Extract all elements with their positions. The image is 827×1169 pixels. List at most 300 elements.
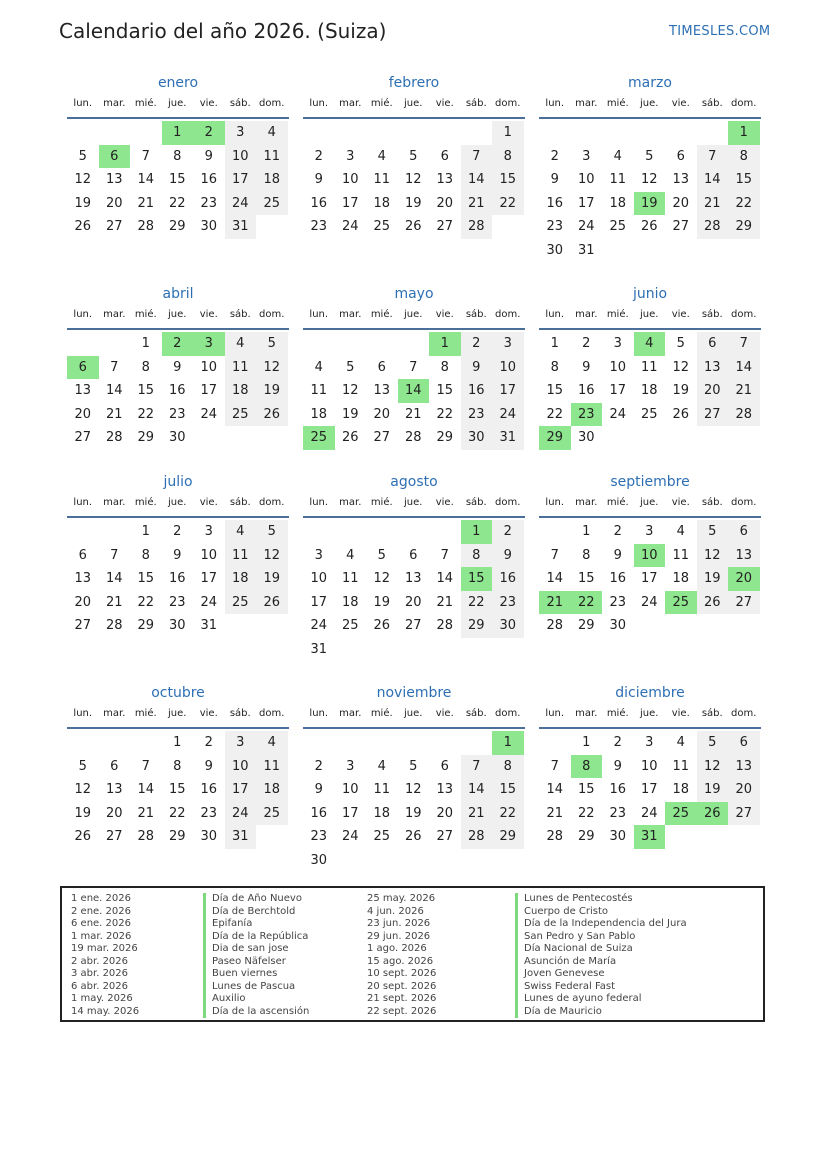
weekday-label: mar. [103, 497, 126, 508]
day-cell: 12 [404, 782, 422, 798]
day-cell: 4 [346, 547, 355, 563]
empty-cell [335, 520, 367, 544]
day-cell: 18 [672, 782, 690, 798]
day-cell: 14 [461, 778, 493, 802]
day-cell: 8 [173, 148, 182, 164]
day-cell: 18 [256, 778, 288, 802]
day-cell: 23 [461, 403, 493, 427]
legend-holiday-name: Paseo Näfelser [203, 956, 309, 969]
legend-holiday-name: Cuerpo de Cristo [515, 906, 687, 919]
day-cell: 24 [200, 594, 218, 610]
day-cell: 25 [256, 192, 288, 216]
weekday-label: dom. [731, 309, 757, 320]
day-cell: 3 [346, 148, 355, 164]
holiday-day-cell: 20 [728, 567, 760, 591]
day-cell: 3 [346, 758, 355, 774]
day-cell: 4 [377, 758, 386, 774]
weekday-label: dom. [731, 98, 757, 109]
day-cell: 13 [373, 383, 391, 399]
day-cell: 21 [436, 594, 454, 610]
legend-holiday-date: 15 ago. 2026 [367, 955, 434, 967]
day-cell: 9 [613, 758, 622, 774]
header-divider [303, 328, 525, 330]
weekday-label: vie. [671, 309, 690, 320]
empty-cell [697, 121, 729, 145]
weekday-label: jue. [640, 708, 659, 719]
day-cell: 28 [546, 829, 564, 845]
day-cell: 25 [640, 406, 658, 422]
day-cell: 15 [492, 168, 524, 192]
page-title: Calendario del año 2026. (Suiza) [59, 19, 387, 43]
weekday-label: mar. [339, 98, 362, 109]
day-cell: 5 [256, 520, 288, 544]
weekday-label: vie. [671, 497, 690, 508]
day-cell: 21 [105, 406, 123, 422]
day-cell: 18 [225, 567, 257, 591]
holiday-day-cell: 4 [634, 332, 666, 356]
day-cell: 22 [461, 591, 493, 615]
empty-cell [67, 731, 99, 755]
legend-holiday-name: Día de Mauricio [515, 1006, 687, 1019]
day-cell: 29 [577, 829, 595, 845]
header-divider [539, 516, 761, 518]
legend-holiday-date: 1 mar. 2026 [71, 930, 132, 942]
day-cell: 28 [404, 430, 422, 446]
empty-cell [539, 731, 571, 755]
weekday-label: dom. [731, 708, 757, 719]
day-cell: 27 [697, 403, 729, 427]
day-cell: 11 [310, 383, 328, 399]
empty-cell [665, 121, 697, 145]
day-cell: 22 [546, 406, 564, 422]
day-cell: 5 [645, 148, 654, 164]
empty-cell [634, 121, 666, 145]
legend-holiday-date: 10 sept. 2026 [367, 968, 437, 979]
brand-logo[interactable]: TIMESLES.COM [669, 24, 771, 39]
day-cell: 11 [225, 356, 257, 380]
day-cell: 9 [173, 547, 182, 563]
day-cell: 30 [168, 430, 186, 446]
weekday-label: sáb. [701, 98, 723, 109]
day-cell: 27 [728, 591, 760, 615]
weekday-label: vie. [671, 708, 690, 719]
weekday-label: mié. [606, 708, 629, 719]
weekday-label: lun. [309, 98, 329, 109]
weekday-label: lun. [309, 309, 329, 320]
weekday-header [303, 95, 525, 117]
day-cell: 20 [74, 594, 92, 610]
day-cell: 14 [546, 571, 564, 587]
day-cell: 14 [436, 571, 454, 587]
day-cell: 17 [341, 805, 359, 821]
day-cell: 21 [461, 802, 493, 826]
header-divider [67, 727, 289, 729]
day-cell: 19 [256, 567, 288, 591]
day-cell: 20 [697, 379, 729, 403]
day-cell: 12 [640, 172, 658, 188]
day-cell: 30 [609, 829, 627, 845]
day-cell: 24 [577, 219, 595, 235]
holiday-day-cell: 19 [634, 192, 666, 216]
legend-holiday-date: 20 sept. 2026 [367, 980, 437, 992]
day-cell: 28 [105, 618, 123, 634]
day-cell: 11 [256, 145, 288, 169]
empty-cell [335, 731, 367, 755]
header-divider [303, 117, 525, 119]
day-cell: 6 [676, 148, 685, 164]
weekday-label: lun. [545, 497, 565, 508]
day-cell: 17 [200, 571, 218, 587]
weekday-label: dom. [259, 708, 285, 719]
day-cell: 3 [492, 332, 524, 356]
day-cell: 22 [168, 805, 186, 821]
day-cell: 27 [74, 430, 92, 446]
day-cell: 20 [74, 406, 92, 422]
weekday-label: mié. [134, 309, 157, 320]
day-cell: 15 [436, 383, 454, 399]
day-cell: 17 [640, 571, 658, 587]
legend-holiday-date: 1 ene. 2026 [71, 893, 131, 904]
day-cell: 17 [492, 379, 524, 403]
weekday-label: lun. [309, 708, 329, 719]
weekday-label: sáb. [701, 497, 723, 508]
day-cell: 30 [310, 852, 328, 868]
holiday-legend [60, 886, 765, 1022]
day-grid [67, 520, 289, 638]
day-cell: 1 [141, 524, 150, 539]
weekday-label: mar. [339, 309, 362, 320]
day-cell: 29 [168, 829, 186, 845]
day-cell: 25 [609, 219, 627, 235]
day-cell: 31 [577, 242, 595, 258]
day-cell: 27 [373, 430, 391, 446]
weekday-header [67, 95, 289, 117]
day-cell: 20 [728, 778, 760, 802]
day-cell: 16 [609, 571, 627, 587]
day-cell: 7 [550, 758, 559, 774]
day-cell: 14 [137, 782, 155, 798]
day-grid [67, 121, 289, 239]
day-cell: 23 [609, 805, 627, 821]
day-cell: 5 [377, 547, 386, 563]
month-junio [539, 282, 761, 450]
weekday-label: mié. [370, 708, 393, 719]
day-cell: 10 [225, 145, 257, 169]
day-cell: 16 [461, 379, 493, 403]
legend-holiday-date: 14 may. 2026 [71, 1005, 140, 1017]
weekday-label: lun. [309, 497, 329, 508]
day-cell: 30 [492, 614, 524, 638]
day-cell: 6 [78, 547, 87, 563]
day-cell: 4 [256, 121, 288, 145]
weekday-label: mar. [339, 708, 362, 719]
day-cell: 3 [225, 121, 257, 145]
day-cell: 8 [492, 755, 524, 779]
weekday-label: mié. [606, 98, 629, 109]
day-cell: 15 [137, 571, 155, 587]
day-cell: 10 [640, 758, 658, 774]
day-cell: 24 [640, 594, 658, 610]
day-cell: 31 [310, 641, 328, 657]
day-cell: 5 [409, 758, 418, 774]
month-name: marzo [628, 75, 672, 91]
day-cell: 29 [436, 430, 454, 446]
day-cell: 29 [137, 618, 155, 634]
legend-holiday-name: Asunción de María [515, 956, 687, 969]
day-cell: 7 [728, 332, 760, 356]
day-cell: 14 [105, 383, 123, 399]
day-cell: 19 [256, 379, 288, 403]
legend-holiday-date: 21 sept. 2026 [367, 993, 437, 1004]
weekday-label: jue. [640, 309, 659, 320]
day-cell: 11 [225, 544, 257, 568]
day-grid [539, 121, 761, 263]
month-name: noviembre [376, 685, 452, 701]
day-cell: 20 [436, 805, 454, 821]
empty-cell [366, 332, 398, 356]
holiday-day-cell: 8 [571, 755, 603, 779]
weekday-label: sáb. [465, 98, 487, 109]
day-cell: 18 [225, 379, 257, 403]
day-cell: 11 [373, 172, 391, 188]
day-cell: 17 [609, 383, 627, 399]
weekday-label: dom. [495, 708, 521, 719]
day-cell: 20 [436, 195, 454, 211]
weekday-label: sáb. [229, 708, 251, 719]
day-cell: 30 [200, 829, 218, 845]
day-cell: 26 [256, 403, 288, 427]
day-cell: 4 [377, 148, 386, 164]
day-cell: 7 [409, 359, 418, 375]
weekday-label: dom. [259, 98, 285, 109]
day-cell: 20 [404, 594, 422, 610]
weekday-header [539, 705, 761, 727]
day-cell: 31 [225, 825, 257, 849]
legend-holiday-name: Lunes de ayuno federal [515, 993, 687, 1006]
weekday-label: sáb. [701, 708, 723, 719]
empty-cell [398, 332, 430, 356]
holiday-day-cell: 1 [728, 121, 760, 145]
holiday-day-cell: 1 [162, 121, 194, 145]
legend-holiday-name: Swiss Federal Fast [515, 981, 687, 994]
empty-cell [429, 731, 461, 755]
day-cell: 17 [341, 195, 359, 211]
day-grid [539, 332, 761, 450]
weekday-label: lun. [545, 708, 565, 719]
day-cell: 1 [173, 735, 182, 750]
weekday-label: jue. [404, 497, 423, 508]
day-cell: 29 [728, 215, 760, 239]
day-cell: 12 [697, 755, 729, 779]
day-cell: 21 [697, 192, 729, 216]
day-cell: 21 [461, 192, 493, 216]
day-cell: 9 [461, 356, 493, 380]
day-cell: 4 [314, 359, 323, 375]
empty-cell [539, 520, 571, 544]
day-cell: 25 [373, 219, 391, 235]
empty-cell [67, 121, 99, 145]
weekday-header [539, 494, 761, 516]
day-cell: 8 [141, 359, 150, 375]
day-cell: 26 [640, 219, 658, 235]
weekday-label: mar. [575, 708, 598, 719]
day-cell: 8 [492, 145, 524, 169]
day-cell: 21 [137, 805, 155, 821]
header-divider [67, 328, 289, 330]
weekday-label: sáb. [465, 309, 487, 320]
weekday-label: sáb. [229, 98, 251, 109]
weekday-label: lun. [73, 708, 93, 719]
empty-cell [67, 520, 99, 544]
legend-holiday-name: Lunes de Pentecostés [515, 893, 687, 906]
day-cell: 12 [256, 356, 288, 380]
day-cell: 5 [256, 332, 288, 356]
day-cell: 15 [168, 782, 186, 798]
day-cell: 26 [74, 829, 92, 845]
day-cell: 16 [310, 805, 328, 821]
day-cell: 10 [609, 359, 627, 375]
day-cell: 24 [341, 219, 359, 235]
holiday-day-cell: 29 [539, 426, 571, 450]
day-cell: 28 [461, 825, 493, 849]
day-cell: 19 [74, 195, 92, 211]
day-cell: 8 [173, 758, 182, 774]
day-cell: 26 [697, 591, 729, 615]
day-cell: 8 [582, 547, 591, 563]
legend-holiday-name: Día de la República [203, 931, 309, 944]
day-cell: 9 [314, 782, 323, 798]
day-cell: 27 [728, 802, 760, 826]
empty-cell [303, 731, 335, 755]
day-cell: 13 [404, 571, 422, 587]
weekday-label: mié. [134, 708, 157, 719]
day-grid [303, 332, 525, 450]
day-cell: 25 [225, 591, 257, 615]
weekday-label: mar. [339, 497, 362, 508]
day-cell: 19 [404, 805, 422, 821]
day-cell: 7 [461, 145, 493, 169]
day-cell: 2 [613, 524, 622, 539]
day-cell: 4 [256, 731, 288, 755]
day-cell: 19 [341, 406, 359, 422]
weekday-label: vie. [435, 309, 454, 320]
weekday-label: sáb. [465, 497, 487, 508]
day-cell: 19 [697, 567, 729, 591]
day-cell: 23 [168, 406, 186, 422]
legend-holiday-date: 22 sept. 2026 [367, 1005, 437, 1017]
day-cell: 10 [492, 356, 524, 380]
empty-cell [130, 121, 162, 145]
day-cell: 2 [204, 735, 213, 750]
weekday-label: mar. [575, 497, 598, 508]
day-cell: 6 [377, 359, 386, 375]
legend-holiday-name: Joven Genevese [515, 968, 687, 981]
legend-holiday-date: 1 ago. 2026 [367, 943, 427, 954]
day-cell: 24 [640, 805, 658, 821]
day-cell: 25 [256, 802, 288, 826]
day-cell: 27 [105, 829, 123, 845]
day-cell: 15 [728, 168, 760, 192]
day-cell: 6 [728, 520, 760, 544]
day-cell: 11 [341, 571, 359, 587]
day-cell: 16 [168, 383, 186, 399]
day-cell: 8 [550, 359, 559, 375]
day-cell: 16 [609, 782, 627, 798]
day-cell: 13 [74, 383, 92, 399]
day-cell: 16 [310, 195, 328, 211]
day-cell: 19 [404, 195, 422, 211]
day-cell: 20 [373, 406, 391, 422]
weekday-label: vie. [435, 98, 454, 109]
day-cell: 21 [404, 406, 422, 422]
weekday-label: sáb. [701, 309, 723, 320]
day-grid [539, 731, 761, 849]
empty-cell [99, 121, 131, 145]
legend-holiday-date: 29 jun. 2026 [367, 930, 431, 942]
day-cell: 9 [582, 359, 591, 375]
header-divider [303, 727, 525, 729]
weekday-label: vie. [435, 708, 454, 719]
weekday-header [303, 306, 525, 328]
day-cell: 12 [373, 571, 391, 587]
legend-holiday-date: 4 jun. 2026 [367, 905, 424, 917]
day-cell: 3 [613, 336, 622, 351]
day-cell: 26 [341, 430, 359, 446]
day-cell: 13 [436, 172, 454, 188]
day-cell: 15 [546, 383, 564, 399]
day-cell: 5 [697, 520, 729, 544]
day-cell: 14 [546, 782, 564, 798]
legend-holiday-name: Epifanía [203, 918, 309, 931]
legend-holiday-name: Dia de san jose [203, 943, 309, 956]
day-cell: 1 [582, 524, 591, 539]
day-cell: 30 [546, 242, 564, 258]
day-cell: 11 [672, 547, 690, 563]
holiday-day-cell: 1 [461, 520, 493, 544]
day-cell: 13 [74, 571, 92, 587]
day-cell: 2 [613, 735, 622, 750]
day-cell: 9 [550, 172, 559, 188]
day-cell: 17 [640, 782, 658, 798]
day-cell: 12 [672, 359, 690, 375]
weekday-label: mié. [134, 497, 157, 508]
month-octubre [67, 681, 289, 849]
holiday-day-cell: 14 [398, 379, 430, 403]
month-marzo [539, 71, 761, 263]
day-cell: 12 [341, 383, 359, 399]
holiday-day-cell: 2 [162, 332, 194, 356]
day-cell: 24 [609, 406, 627, 422]
weekday-label: mié. [370, 497, 393, 508]
day-cell: 16 [577, 383, 595, 399]
weekday-label: mar. [103, 309, 126, 320]
day-grid [303, 731, 525, 873]
day-cell: 30 [461, 426, 493, 450]
legend-dates-col1 [71, 893, 139, 1018]
day-cell: 24 [341, 829, 359, 845]
day-cell: 26 [373, 618, 391, 634]
month-name: enero [157, 75, 199, 91]
month-julio [67, 470, 289, 638]
day-cell: 26 [256, 591, 288, 615]
day-cell: 29 [168, 219, 186, 235]
day-cell: 23 [546, 219, 564, 235]
day-cell: 2 [582, 336, 591, 351]
weekday-label: jue. [168, 98, 187, 109]
holiday-day-cell: 6 [99, 145, 131, 169]
day-cell: 26 [404, 829, 422, 845]
day-cell: 14 [137, 172, 155, 188]
